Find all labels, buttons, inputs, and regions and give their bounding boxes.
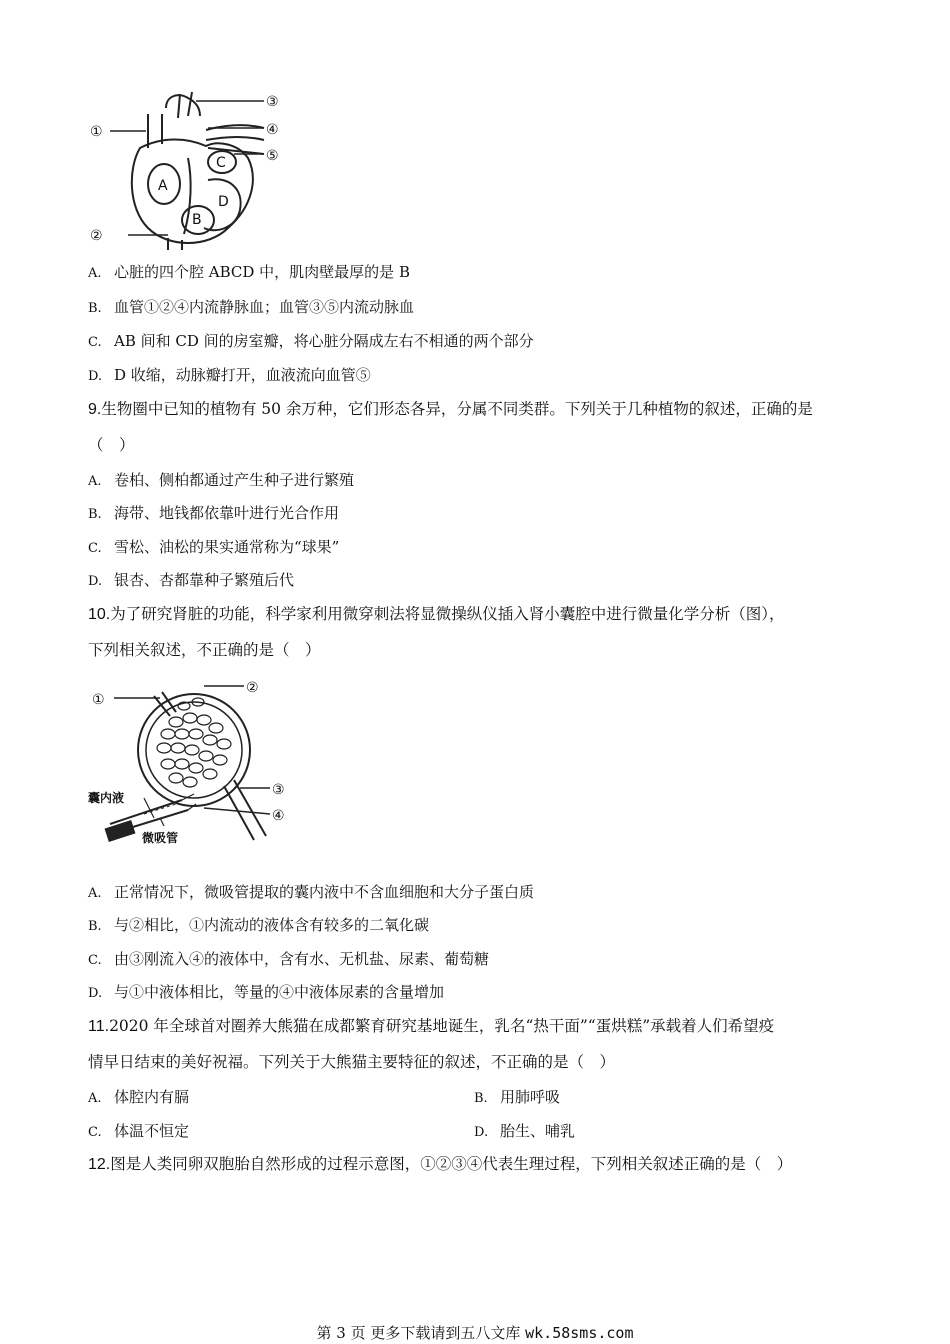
heart-label-1: ① (90, 124, 103, 140)
q9-option-a: A. 卷柏、侧柏都通过产生种子进行繁殖 (88, 471, 355, 489)
q11-option-c: C. 体温不恒定 (88, 1122, 190, 1140)
micropipette-label: 微吸管 (142, 831, 179, 845)
q8-option-c: C. AB 间和 CD 间的房室瓣，将心脏分隔成左右不相通的两个部分 (88, 332, 534, 350)
heart-chamber-a: A (158, 178, 168, 194)
heart-chamber-b: B (192, 212, 202, 228)
q12-stem: 12.图是人类同卵双胞胎自然形成的过程示意图，①②③④代表生理过程，下列相关叙述正确的是（ ） (88, 1155, 793, 1173)
q10-option-d: D. 与①中液体相比，等量的④中液体尿素的含量增加 (88, 983, 445, 1001)
q11-option-d: D. 胎生、哺乳 (474, 1122, 576, 1140)
heart-chamber-c: C (216, 155, 226, 171)
page-footer (0, 1322, 950, 1343)
heart-diagram (88, 88, 288, 250)
footer-page-text: 第 3 页 更多下载请到五八文库 (316, 1324, 526, 1342)
q10-option-b: B. 与②相比，①内流动的液体含有较多的二氧化碳 (88, 916, 430, 934)
q9-option-c: C. 雪松、油松的果实通常称为“球果” (88, 538, 340, 556)
q10-option-a: A. 正常情况下，微吸管提取的囊内液中不含血细胞和大分子蛋白质 (88, 883, 535, 901)
q9-option-b: B. 海带、地钱都依靠叶进行光合作用 (88, 504, 340, 522)
kidney-label-3: ③ (272, 782, 285, 798)
q9-option-d: D. 银杏、杏都靠种子繁殖后代 (88, 571, 295, 589)
q10-option-c: C. 由③刚流入④的液体中，含有水、无机盐、尿素、葡萄糖 (88, 950, 490, 968)
q11-stem: 11.2020 年全球首对圈养大熊猫在成都繁育研究基地诞生，乳名“热干面”“蛋烘糕”承载着人们希望疫 (88, 1017, 775, 1035)
q8-option-b: B. 血管①②④内流静脉血；血管③⑤内流动脉血 (88, 298, 415, 316)
kidney-label-1: ① (92, 692, 105, 708)
capsule-fluid-label: 囊内液 (88, 791, 125, 805)
heart-label-5: ⑤ (266, 148, 279, 164)
q10-stem: 10.为了研究肾脏的功能，科学家利用微穿刺法将显微操纵仪插入肾小囊腔中进行微量化学分析（图）， (88, 605, 785, 623)
heart-label-2: ② (90, 228, 103, 244)
heart-label-3: ③ (266, 94, 279, 110)
q10-stem-cont: 下列相关叙述，不正确的是（ ） (88, 641, 321, 659)
kidney-label-4: ④ (272, 808, 285, 824)
q9-stem-cont: （ ） (88, 436, 135, 454)
q11-option-a: A. 体腔内有膈 (88, 1088, 190, 1106)
q9-stem: 9.生物圈中已知的植物有 50 余万种，它们形态各异，分属不同类群。下列关于几种植物的叙述，正确的是 (88, 400, 813, 418)
q8-option-a: A. 心脏的四个腔 ABCD 中，肌肉壁最厚的是 B (88, 263, 410, 281)
heart-chamber-d: D (218, 194, 229, 210)
glomerulus-diagram (84, 676, 294, 852)
heart-label-4: ④ (266, 122, 279, 138)
footer-site-link[interactable]: wk.58sms.com (525, 1324, 634, 1342)
q11-stem-cont: 情早日结束的美好祝福。下列关于大熊猫主要特征的叙述，不正确的是（ ） (88, 1053, 616, 1071)
q8-option-d: D. D 收缩，动脉瓣打开，血液流向血管⑤ (88, 366, 371, 384)
kidney-label-2: ② (246, 680, 259, 696)
q11-option-b: B. 用肺呼吸 (474, 1088, 561, 1106)
